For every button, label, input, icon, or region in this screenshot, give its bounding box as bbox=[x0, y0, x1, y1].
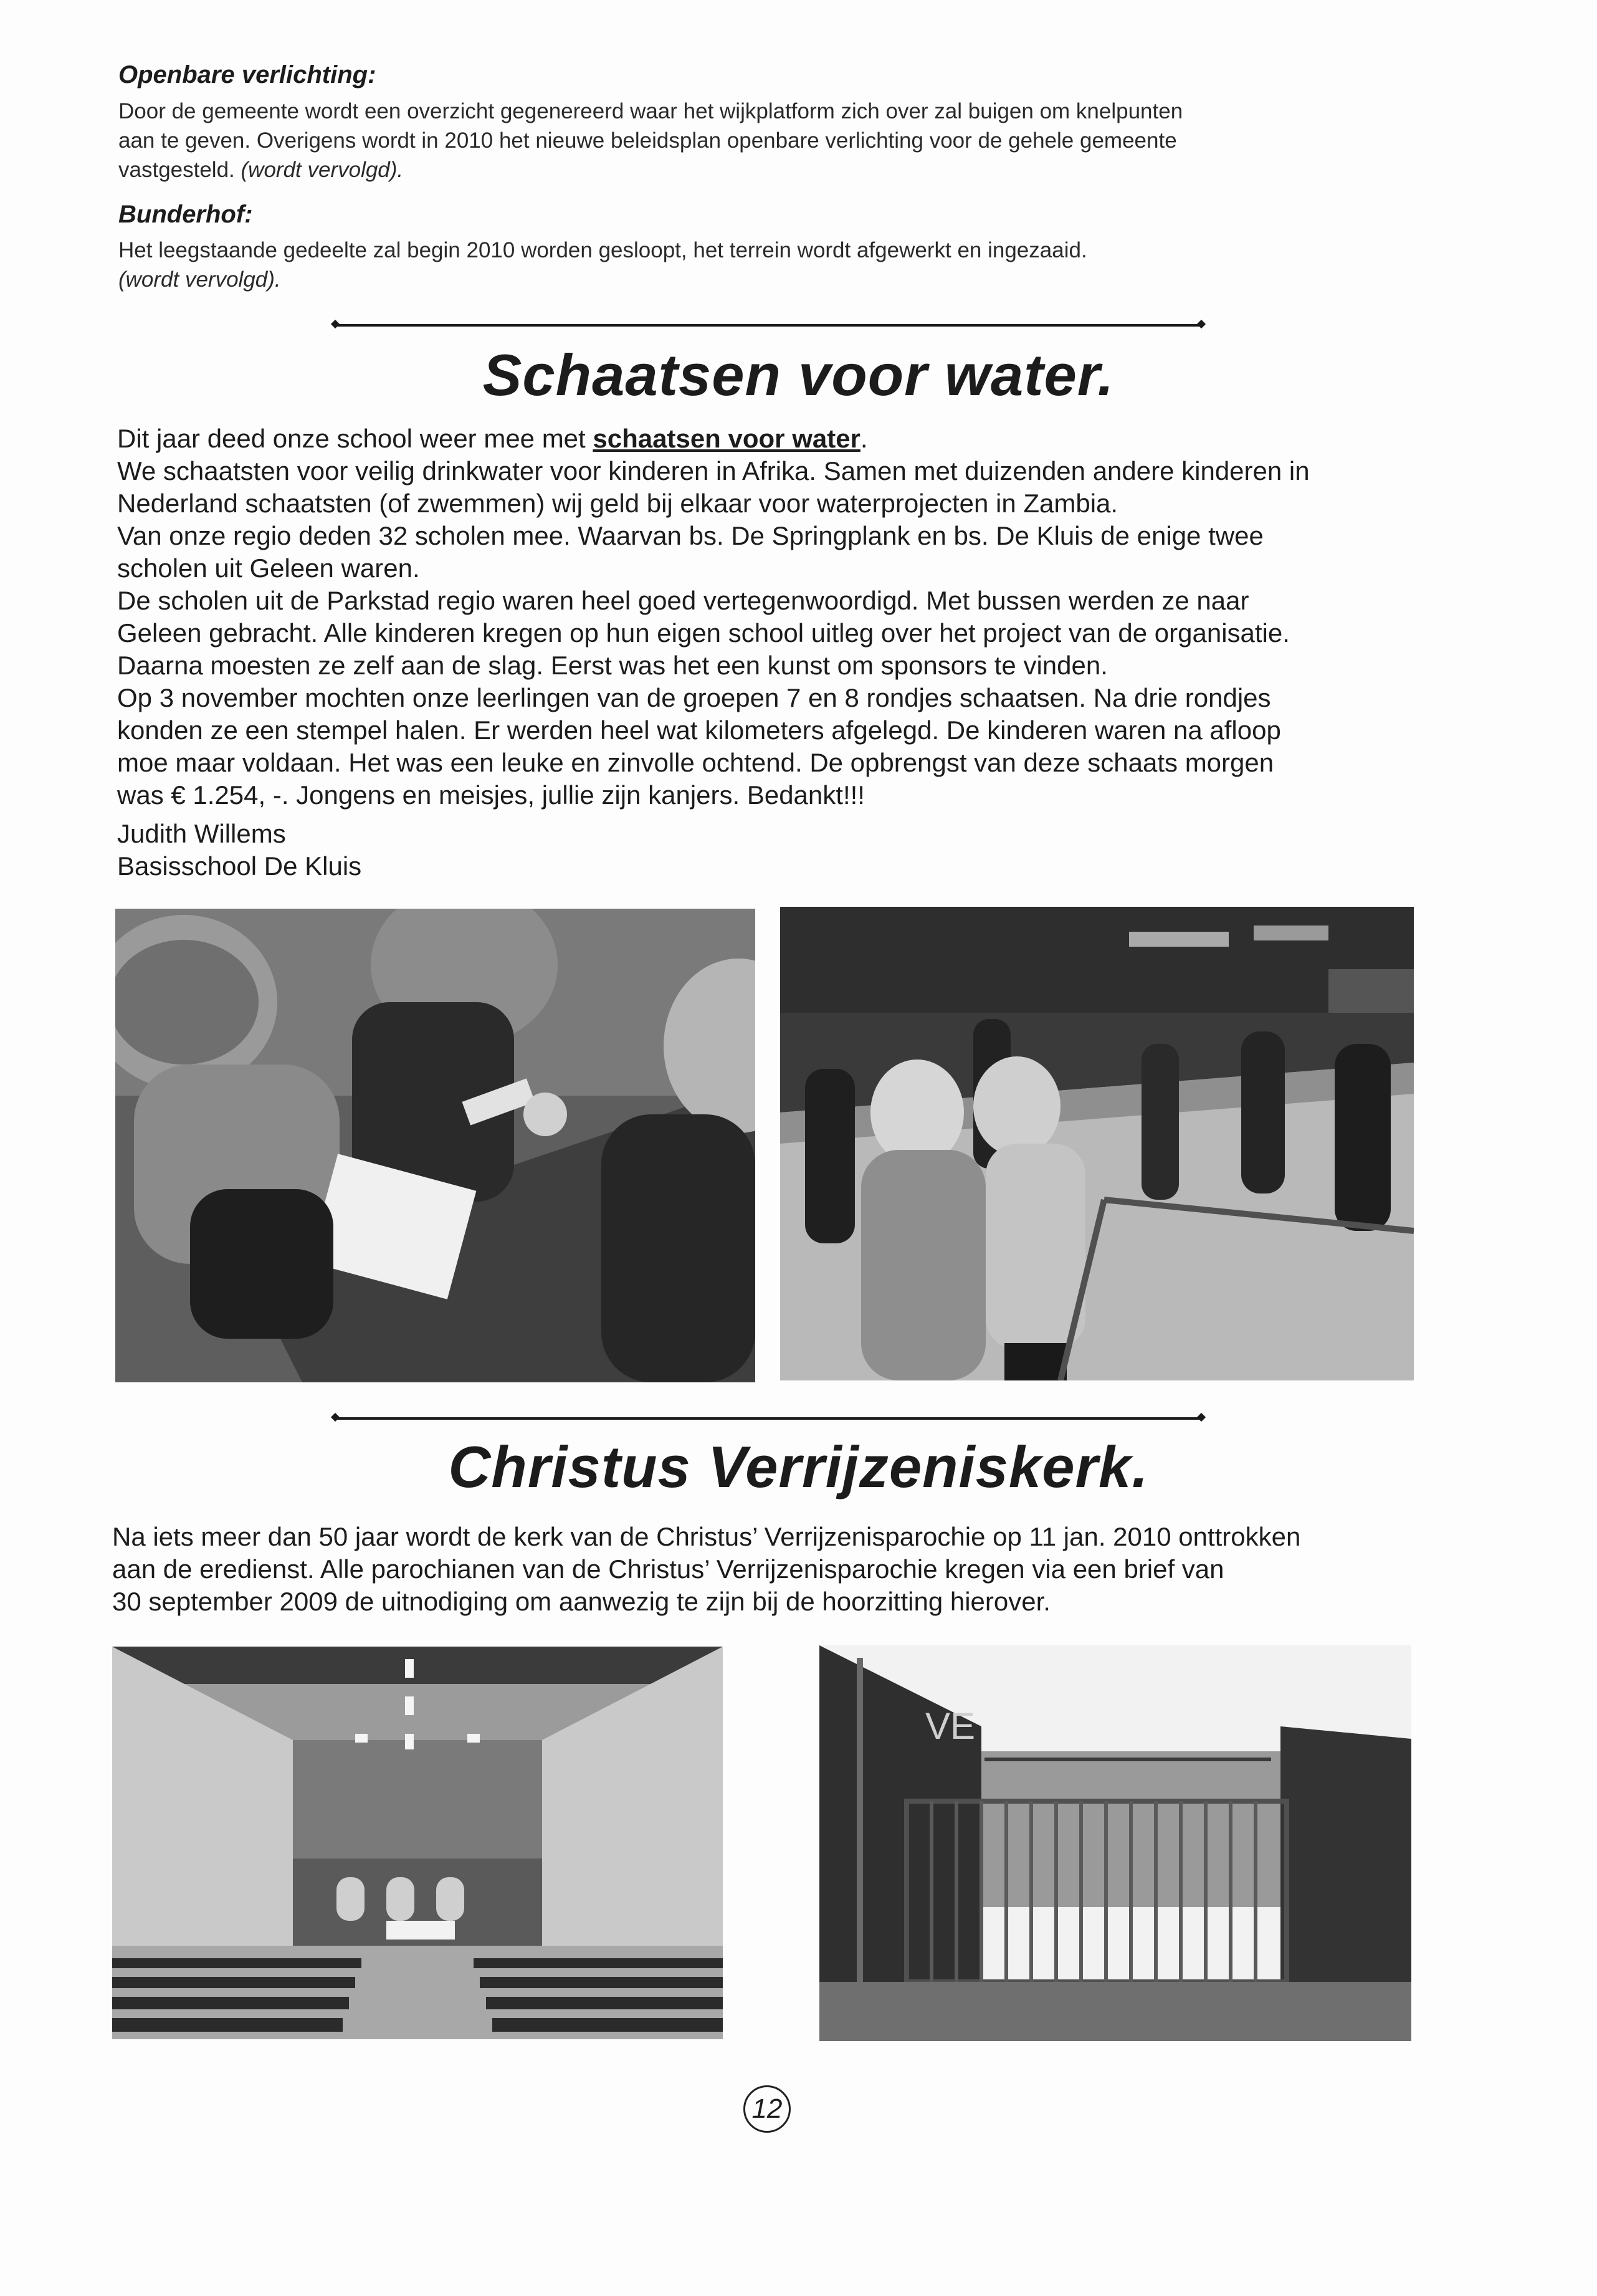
article-line: Daarna moesten ze zelf aan de slag. Eerst was het een kunst om sponsors te vinden. bbox=[117, 651, 1108, 680]
kerk-line: aan de eredienst. Alle parochianen van de Christus’ Verrijzenisparochie kregen via een brief van bbox=[112, 1554, 1224, 1584]
article-line: Nederland schaatsten (of zwemmen) wij geld bij elkaar voor waterprojecten in Zambia. bbox=[117, 489, 1118, 518]
kerk-line: 30 september 2009 de uitnodiging om aanwezig te zijn bij de hoorzitting hierover. bbox=[112, 1587, 1051, 1616]
photo-church-gate-image bbox=[819, 1645, 1411, 2041]
photo-ice-rink-image bbox=[780, 907, 1414, 1380]
article-line: Op 3 november mochten onze leerlingen van de groepen 7 en 8 rondjes schaatsen. Na drie rondjes bbox=[117, 683, 1271, 712]
article-line: Geleen gebracht. Alle kinderen kregen op hun eigen school uitleg over het project van de organisatie. bbox=[117, 618, 1290, 648]
photo-church-gate bbox=[819, 1645, 1411, 2041]
openbare-line-1: Door de gemeente wordt een overzicht gegenereerd waar het wijkplatform zich over zal buigen om knelpunten bbox=[118, 99, 1183, 123]
gate-sign-text: VE bbox=[925, 1705, 976, 1747]
bunderhof-text bbox=[118, 236, 1421, 294]
article-line: De scholen uit de Parkstad regio waren heel goed vertegenwoordigd. Met bussen werden ze naar bbox=[117, 586, 1249, 615]
openbare-line-3-text: vastgesteld. bbox=[118, 158, 235, 182]
photo-kids-stamp-card-image bbox=[115, 909, 755, 1382]
openbare-line-3 bbox=[118, 155, 1421, 184]
wordt-vervolgd-2: (wordt vervolgd). bbox=[118, 267, 281, 292]
openbare-verlichting-heading: Openbare verlichting: bbox=[118, 61, 376, 88]
kerk-article bbox=[112, 1521, 1446, 1618]
openbare-line-2: aan te geven. Overigens wordt in 2010 het nieuwe beleidsplan openbare verlichting voor de gehele gemeente bbox=[118, 128, 1177, 153]
wordt-vervolgd-1: (wordt vervolgd). bbox=[241, 158, 404, 182]
article-line: Van onze regio deden 32 scholen mee. Waarvan bs. De Springplank en bs. De Kluis de enige twee bbox=[117, 521, 1264, 550]
article-line: scholen uit Geleen waren. bbox=[117, 553, 420, 583]
divider-1 bbox=[335, 324, 1201, 327]
page-number: 12 bbox=[743, 2085, 791, 2133]
divider-2 bbox=[335, 1417, 1201, 1420]
kerk-title: Christus Verrijzeniskerk. bbox=[448, 1434, 1149, 1500]
intro-end: . bbox=[860, 424, 868, 453]
article-line: We schaatsten voor veilig drinkwater voor kinderen in Afrika. Samen met duizenden andere kinderen in bbox=[117, 456, 1310, 486]
schaatsen-article bbox=[117, 423, 1444, 883]
schaatsen-voor-water-link: schaatsen voor water bbox=[593, 424, 860, 453]
photo-church-interior-image bbox=[112, 1647, 723, 2039]
photo-church-interior bbox=[112, 1647, 723, 2039]
schaatsen-title: Schaatsen voor water. bbox=[482, 342, 1115, 408]
author-name: Judith Willems bbox=[117, 819, 286, 848]
article-line: moe maar voldaan. Het was een leuke en zinvolle ochtend. De opbrengst van deze schaats morgen bbox=[117, 748, 1274, 777]
article-line: konden ze een stempel halen. Er werden heel wat kilometers afgelegd. De kinderen waren na afloop bbox=[117, 715, 1281, 745]
openbare-verlichting-text bbox=[118, 97, 1421, 184]
schaatsen-intro bbox=[117, 423, 1444, 455]
photo-ice-rink bbox=[780, 907, 1414, 1380]
photo-kids-stamp-card bbox=[115, 909, 755, 1382]
intro-text: Dit jaar deed onze school weer mee met bbox=[117, 424, 586, 453]
author-school: Basisschool De Kluis bbox=[117, 851, 362, 881]
bunderhof-line-1: Het leegstaande gedeelte zal begin 2010 worden gesloopt, het terrein wordt afgewerkt en ingezaaid. bbox=[118, 238, 1087, 262]
kerk-line: Na iets meer dan 50 jaar wordt de kerk van de Christus’ Verrijzenisparochie op 11 jan. 2010 onttrokken bbox=[112, 1522, 1301, 1551]
bunderhof-heading: Bunderhof: bbox=[118, 201, 253, 228]
article-line: was € 1.254, -. Jongens en meisjes, jullie zijn kanjers. Bedankt!!! bbox=[117, 780, 865, 810]
